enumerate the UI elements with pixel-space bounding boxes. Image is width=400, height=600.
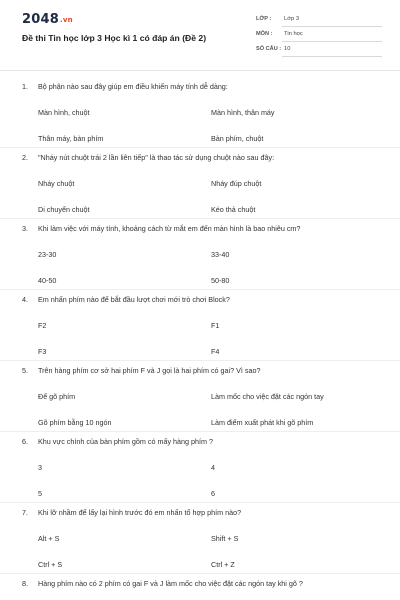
option-d[interactable]: Làm điểm xuất phát khi gõ phím xyxy=(211,418,314,427)
info-label: LỚP : xyxy=(256,16,272,22)
info-row-class xyxy=(256,14,382,28)
question-divider xyxy=(0,573,400,574)
option-d[interactable]: F4 xyxy=(211,347,220,356)
option-b[interactable]: 33-40 xyxy=(211,250,230,259)
info-underline xyxy=(282,56,382,57)
question-number: 6. xyxy=(22,437,28,446)
option-a[interactable]: Alt + S xyxy=(38,534,60,543)
option-c[interactable]: F3 xyxy=(38,347,47,356)
option-b[interactable]: Làm mốc cho việc đặt các ngón tay xyxy=(211,392,324,401)
site-logo[interactable] xyxy=(22,12,73,27)
option-c[interactable]: 5 xyxy=(38,489,42,498)
info-underline xyxy=(282,26,382,27)
logo-main: 2048 xyxy=(22,12,59,27)
option-c[interactable]: Ctrl + S xyxy=(38,560,63,569)
question-text: Khi làm việc với máy tính, khoảng cách từ mắt em đến màn hình là bao nhiêu cm? xyxy=(38,224,301,233)
question-number: 7. xyxy=(22,508,28,517)
question-divider xyxy=(0,502,400,503)
option-c[interactable]: 40-50 xyxy=(38,276,57,285)
option-c[interactable]: Di chuyển chuột xyxy=(38,205,90,214)
question-text: Em nhấn phím nào để bắt đầu lượt chơi mới trò chơi Block? xyxy=(38,295,230,304)
document-title: Đề thi Tin học lớp 3 Học kì 1 có đáp án (Đề 2) xyxy=(22,33,207,43)
question-text: Khu vực chính của bàn phím gồm có mấy hàng phím ? xyxy=(38,437,214,446)
question-number: 8. xyxy=(22,579,28,588)
info-row-subject xyxy=(256,29,382,43)
option-a[interactable]: F2 xyxy=(38,321,47,330)
document-header xyxy=(0,0,400,66)
option-a[interactable]: Để gõ phím xyxy=(38,392,76,401)
option-c[interactable]: Thân máy, bàn phím xyxy=(38,134,104,143)
question-text: Trên hàng phím cơ sở hai phím F và J gọi là hai phím có gai? Vì sao? xyxy=(38,366,261,375)
info-value: Lớp 3 xyxy=(284,16,300,22)
option-a[interactable]: 3 xyxy=(38,463,42,472)
option-a[interactable]: Màn hình, chuột xyxy=(38,108,90,117)
question-divider xyxy=(0,147,400,148)
info-value: Tin học xyxy=(284,31,303,37)
question-text: "Nháy nút chuột trái 2 lần liên tiếp" là thao tác sử dụng chuột nào sau đây: xyxy=(38,153,275,162)
option-c[interactable]: Gõ phím bằng 10 ngón xyxy=(38,418,112,427)
option-a[interactable]: 23-30 xyxy=(38,250,57,259)
question-number: 4. xyxy=(22,295,28,304)
info-value: 10 xyxy=(284,46,291,52)
question-number: 3. xyxy=(22,224,28,233)
info-label: SỐ CÂU : xyxy=(256,46,282,52)
question-text: Hàng phím nào có 2 phím có gai F và J làm mốc cho việc đặt các ngón tay khi gõ ? xyxy=(38,579,303,588)
option-d[interactable]: Bàn phím, chuột xyxy=(211,134,264,143)
option-d[interactable]: 6 xyxy=(211,489,215,498)
option-b[interactable]: 4 xyxy=(211,463,215,472)
option-b[interactable]: Màn hình, thân máy xyxy=(211,108,275,117)
option-d[interactable]: 50-80 xyxy=(211,276,230,285)
info-label: MÔN : xyxy=(256,31,273,37)
question-number: 2. xyxy=(22,153,28,162)
question-divider xyxy=(0,360,400,361)
header-divider xyxy=(0,70,400,71)
option-b[interactable]: Shift + S xyxy=(211,534,239,543)
question-number: 5. xyxy=(22,366,28,375)
option-b[interactable]: F1 xyxy=(211,321,220,330)
info-underline xyxy=(282,41,382,42)
question-divider xyxy=(0,218,400,219)
option-a[interactable]: Nháy chuột xyxy=(38,179,75,188)
option-b[interactable]: Nháy đúp chuột xyxy=(211,179,262,188)
question-text: Bộ phận nào sau đây giúp em điều khiển máy tính dễ dàng: xyxy=(38,82,228,91)
option-d[interactable]: Ctrl + Z xyxy=(211,560,235,569)
info-row-count xyxy=(256,44,382,58)
option-d[interactable]: Kéo thả chuột xyxy=(211,205,256,214)
question-divider xyxy=(0,289,400,290)
logo-suffix: .vn xyxy=(59,16,73,24)
question-number: 1. xyxy=(22,82,28,91)
question-divider xyxy=(0,431,400,432)
question-text: Khi lỡ nhầm để lấy lại hình trước đó em nhấn tổ hợp phím nào? xyxy=(38,508,242,517)
